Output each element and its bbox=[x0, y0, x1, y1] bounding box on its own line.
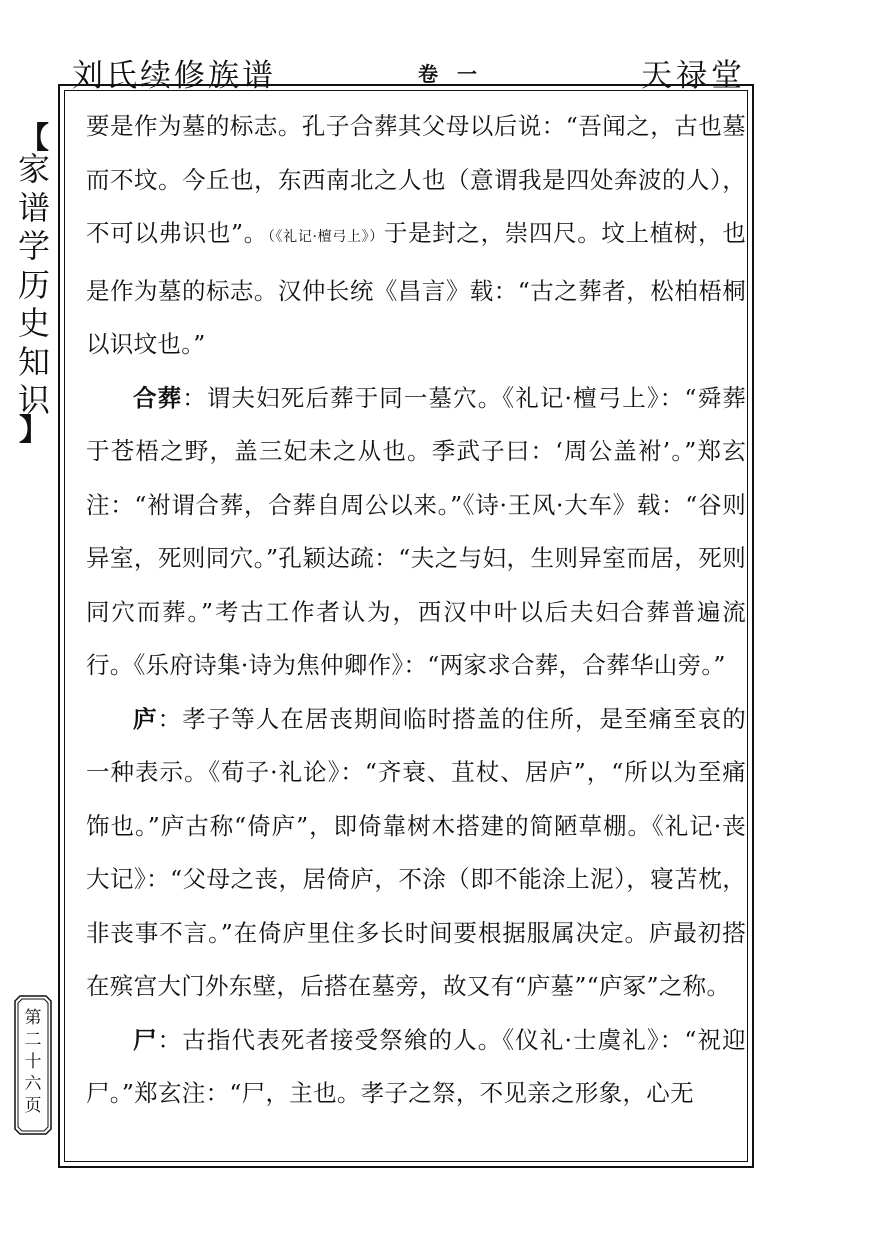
paragraph-text: 于是封之，崇四尺。坟上植树，也是作为墓的标志。汉仲长统《昌言》载：“古之葬者，松柏梧桐以识坟也。” bbox=[86, 219, 747, 358]
entry-text: ：孝子等人在居丧期间临时搭盖的住所，是至痛至哀的一种表示。《荀子·礼论》：“齐衰、苴杖、居庐”，“所以为至痛饰也。”庐古称“倚庐”，即倚靠树木搭建的简陋草棚。《礼记·丧大记》：“父母之丧，居倚庐，不涂（即不能涂上泥），寝苫枕，非丧事不言。”在倚庐里住多长时间要根据服属决定。庐最初搭在殡宫大门外东壁，后搭在墓旁，故又有“庐墓”“庐冢”之称。 bbox=[86, 704, 746, 1000]
paragraph-text: 要是作为墓的标志。孔子合葬其父母以后说：“吾闻之，古也墓而不坟。今丘也，东西南北之人也（意谓我是四处奔波的人），不可以弗识也”。 bbox=[86, 112, 746, 247]
page-char: 页 bbox=[24, 1096, 42, 1116]
sidebar-close-bracket: 】 bbox=[19, 412, 49, 448]
page-number bbox=[14, 1007, 52, 1117]
sidebar-char: 学 bbox=[17, 227, 50, 265]
volume-label: 卷 一 bbox=[418, 62, 483, 86]
page-char: 十 bbox=[24, 1052, 42, 1072]
citation: （《礼记·檀弓上》） bbox=[267, 229, 384, 245]
section-sidebar bbox=[14, 121, 54, 448]
entry-text: ：古指代表死者接受祭飨的人。《仪礼·士虞礼》：“祝迎尸。”郑玄注：“尸，主也。孝子之祭，不见亲之形象，心无 bbox=[86, 1025, 746, 1107]
page-number-box bbox=[14, 995, 52, 1135]
sidebar-char: 家 bbox=[17, 150, 50, 188]
genealogy-title: 刘氏续修族谱 bbox=[72, 58, 276, 94]
entry-shi bbox=[86, 1014, 746, 1121]
entry-text: ：谓夫妇死后葬于同一墓穴。《礼记·檀弓上》：“舜葬于苍梧之野，盖三妃未之从也。季武子曰：‘周公盖袝’。”郑玄注：“袝谓合葬，合葬自周公以来。”《诗·王风·大车》载：“谷则异室，死则同穴。”孔颖达疏：“夫之与妇，生则异室而居，死则同穴而葬。”考古工作者认为，西汉中叶以后夫妇合葬普遍流行。《乐府诗集·诗为焦仲卿作》：“两家求合葬，合葬华山旁。” bbox=[86, 383, 746, 679]
sidebar-char: 谱 bbox=[17, 188, 50, 227]
paragraph-continued bbox=[86, 100, 746, 372]
entry-lu bbox=[86, 693, 746, 1014]
page-char: 二 bbox=[24, 1030, 42, 1050]
entry-term: 合葬 bbox=[133, 383, 183, 412]
sidebar-char: 历 bbox=[17, 265, 50, 304]
sidebar-char: 识 bbox=[17, 381, 50, 419]
entry-term: 庐 bbox=[133, 704, 158, 733]
entry-hezang bbox=[86, 372, 746, 693]
hall-name: 天禄堂 bbox=[641, 58, 746, 94]
sidebar-char: 史 bbox=[17, 304, 50, 342]
sidebar-char: 知 bbox=[17, 342, 50, 381]
entry-term: 尸 bbox=[133, 1025, 158, 1054]
body-text bbox=[86, 100, 746, 1121]
page-char: 第 bbox=[24, 1008, 42, 1028]
page-char: 六 bbox=[24, 1074, 42, 1094]
sidebar-open-bracket: 【 bbox=[19, 121, 49, 156]
